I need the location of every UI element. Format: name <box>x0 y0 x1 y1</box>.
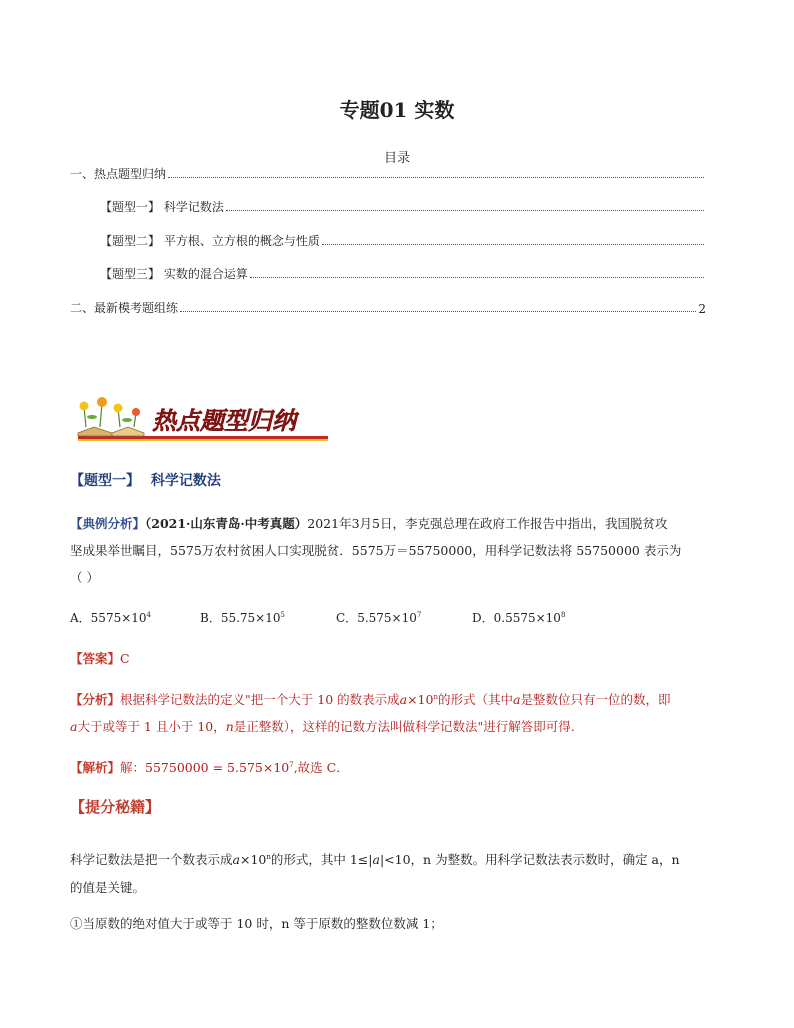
toc-leader <box>168 176 704 178</box>
example-line1: 2021年3月5日，李克强总理在政府工作报告中指出，我国脱贫攻 <box>307 516 668 531</box>
solution-end: ,故选 C． <box>293 760 349 776</box>
example-tag: 【典例分析】 <box>70 516 146 531</box>
analysis-exp: n <box>433 693 438 701</box>
option-key: C． <box>336 611 358 625</box>
answer-line <box>70 645 730 672</box>
var-n: n <box>225 719 234 735</box>
toc-label: 【题型二】 平方根、立方根的概念与性质 <box>100 234 320 248</box>
option-base: 5.575×10 <box>357 611 417 625</box>
example-line3: （ ） <box>70 570 99 585</box>
toc-label: 【题型三】 实数的混合运算 <box>100 267 248 281</box>
option-base: 55.75×10 <box>220 611 281 625</box>
example-line2: 坚成果举世瞩目，5575万农村贫困人口实现脱贫．5575万＝55750000，用科学记数法将 55750000 表示为 <box>70 543 682 558</box>
banner-text: 热点题型归纳 <box>152 406 296 435</box>
analysis-block <box>70 684 730 740</box>
var-a: a <box>513 692 521 708</box>
option-a[interactable] <box>70 609 200 626</box>
answer-tag: 【答案】 <box>70 651 121 666</box>
solution-text: 解：55750000 = 5.575×10 <box>120 760 290 776</box>
toc-leader <box>322 243 704 245</box>
toc-entry-5[interactable] <box>70 298 706 316</box>
analysis-part3: 是整数位只有一位的数，即 <box>520 692 671 708</box>
var-a: a <box>372 852 380 868</box>
tips-exp: n <box>266 853 271 861</box>
option-key: A． <box>70 611 91 625</box>
option-c[interactable] <box>336 609 472 626</box>
section-label: 【题型一】 <box>70 473 140 489</box>
option-key: D． <box>472 611 494 625</box>
analysis-times: ×10 <box>407 692 434 708</box>
solution-tag: 【解析】 <box>70 760 121 776</box>
option-exp: 8 <box>560 611 566 619</box>
tips-block <box>70 843 730 938</box>
solution-exp: 7 <box>289 761 294 769</box>
tips-line1c: |<10，n 为整数。用科学记数法表示数时，确定 a，n <box>379 852 680 868</box>
section-heading <box>70 470 221 490</box>
analysis-part2: 的形式（其中 <box>437 692 513 708</box>
tips-line1a: 科学记数法是把一个数表示成 <box>70 852 233 868</box>
page-title: 专题01 实数 <box>339 98 455 122</box>
toc-label: 二、最新模考题组练 <box>70 301 179 315</box>
section-banner <box>72 395 330 445</box>
toc-entry-3[interactable] <box>100 231 706 249</box>
var-a: a <box>232 852 240 868</box>
toc-label: 【题型一】 科学记数法 <box>100 200 224 214</box>
solution-line <box>70 752 730 781</box>
toc-leader <box>180 310 696 312</box>
toc-entry-1[interactable] <box>70 164 706 182</box>
analysis-part4: 大于或等于 1 且小于 10， <box>77 719 226 735</box>
tips-times: ×10 <box>239 852 267 868</box>
option-key: B． <box>200 611 221 625</box>
tips-heading: 【提分秘籍】 <box>70 798 161 816</box>
option-exp: 5 <box>280 611 285 619</box>
tips-line2: 的值是关键。 <box>70 880 146 896</box>
banner-illustration-icon <box>72 395 330 445</box>
option-d[interactable] <box>472 609 602 626</box>
toc-entry-2[interactable] <box>100 197 706 215</box>
toc-entry-4[interactable] <box>100 264 706 282</box>
toc-leader <box>250 276 704 278</box>
toc-leader <box>226 209 704 211</box>
tips-line3: ①当原数的绝对值大于或等于 10 时，n 等于原数的整数位数减 1； <box>70 916 443 932</box>
var-a: a <box>399 692 408 708</box>
var-a: a <box>70 719 78 735</box>
option-base: 5575×10 <box>90 611 147 625</box>
example-source: （2021·山东青岛·中考真题） <box>145 516 308 531</box>
option-base: 0.5575×10 <box>493 611 561 625</box>
option-exp: 7 <box>416 611 422 619</box>
section-title: 科学记数法 <box>150 473 221 489</box>
answer-value: C <box>120 651 130 666</box>
toc-heading: 目录 <box>383 151 410 166</box>
option-b[interactable] <box>200 609 336 626</box>
toc-page: 2 <box>698 302 706 316</box>
toc-label: 一、热点题型归纳 <box>70 167 167 181</box>
tips-line1b: 的形式，其中 1≤| <box>270 852 373 868</box>
analysis-part1: 根据科学记数法的定义"把一个大于 10 的数表示成 <box>120 692 400 708</box>
options-row <box>70 609 730 626</box>
analysis-tag: 【分析】 <box>70 692 121 708</box>
option-exp: 4 <box>146 611 152 619</box>
analysis-part5: 是正整数），这样的记数方法叫做科学记数法"进行解答即可得. <box>233 719 575 735</box>
example-block <box>70 510 730 591</box>
